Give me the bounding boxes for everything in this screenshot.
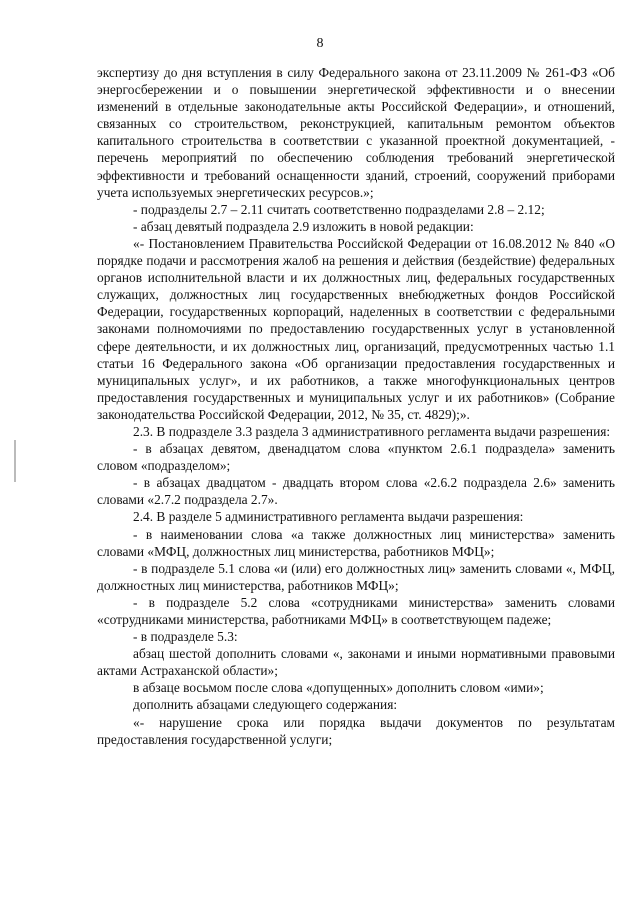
paragraph: - подразделы 2.7 – 2.11 считать соответственно подразделами 2.8 – 2.12; [133, 201, 545, 217]
paragraph: 2.4. В разделе 5 административного регламента выдачи разрешения: [133, 509, 524, 525]
paragraph: - в наименовании слова «а также должностных лиц министерства» заменить словами «МФЦ, должностных лиц министерства, работников МФЦ»; [97, 526, 615, 559]
paragraph: - в абзацах двадцатом - двадцать втором слова «2.6.2 подраздела 2.6» заменить словами «2.7.2 подраздела 2.7». [97, 475, 615, 508]
document-body [97, 64, 615, 748]
paragraph: экспертизу до дня вступления в силу Федерального закона от 23.11.2009 № 261-ФЗ «Об энергосбережении и о повышении энергетической эффективности и о внесении изменений в отдельные законодательные акты Российской Федерации», и отношений, связанных со строительством, реконструкцией, капитальным ремонтом объектов капитального строительства в соответствии с указанной проектной документацией, - перечень мероприятий по обеспечению соблюдения требований энергетической эффективности и требований оснащенности зданий, строений, сооружений приборами учета используемых энергетических ресурсов.»; [97, 65, 615, 200]
paragraph: абзац шестой дополнить словами «, законами и иными нормативными правовыми актами Астраханской области»; [97, 646, 615, 679]
paragraph: - в подразделе 5.3: [133, 629, 238, 645]
scan-margin-mark [14, 440, 16, 482]
paragraph: в абзаце восьмом после слова «допущенных» дополнить словом «ими»; [133, 680, 544, 696]
paragraph: - в подразделе 5.1 слова «и (или) его должностных лиц» заменить словами «, МФЦ, должностных лиц министерства, работников МФЦ»; [97, 560, 615, 593]
paragraph: «- Постановлением Правительства Российской Федерации от 16.08.2012 № 840 «О порядке подачи и рассмотрения жалоб на решения и действия (бездействие) федеральных органов исполнительной власти и их должностных лиц, федеральных государственных служащих, должностных лиц государственных внебюджетных фондов Российской Федерации, государственных корпораций, наделенных в соответствии с федеральными законами полномочиями по предоставлению государственных услуг в установленной сфере деятельности, и их должностных лиц, организаций, предусмотренных частью 1.1 статьи 16 Федерального закона «Об организации предоставления государственных и муниципальных услуг», и их работников, а также многофункциональных центров предоставления государственных и муниципальных услуг и их работников» (Собрание законодательства Российской Федерации, 2012, № 35, ст. 4829);». [97, 235, 615, 422]
page-number: 8 [316, 36, 324, 51]
paragraph: 2.3. В подразделе 3.3 раздела 3 административного регламента выдачи разрешения: [133, 423, 611, 439]
paragraph: - в подразделе 5.2 слова «сотрудниками министерства» заменить словами «сотрудниками министерства, работниками МФЦ» в соответствующем падеже; [97, 594, 615, 627]
paragraph: «- нарушение срока или порядка выдачи документов по результатам предоставления государственной услуги; [97, 714, 615, 747]
paragraph: - абзац девятый подраздела 2.9 изложить в новой редакции: [133, 218, 474, 234]
paragraph: - в абзацах девятом, двенадцатом слова «пунктом 2.6.1 подраздела» заменить словом «подразделом»; [97, 441, 615, 474]
paragraph: дополнить абзацами следующего содержания: [133, 697, 398, 713]
